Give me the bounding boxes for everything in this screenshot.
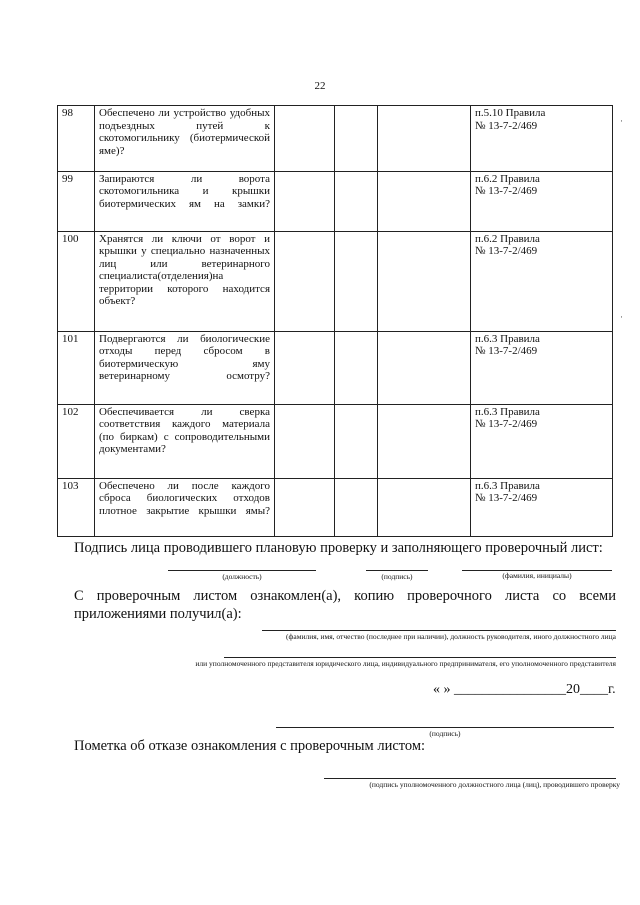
acquaint-signature-line[interactable] <box>276 727 614 728</box>
acquaint-line-2[interactable] <box>224 657 616 658</box>
signature-caption: (подпись) <box>381 572 413 581</box>
row-reference: п.6.3 Правила № 13-7-2/469 <box>471 478 613 536</box>
refusal-caption: (подпись уполномоченного должностного лица (лиц), проводившего проверку <box>369 780 620 789</box>
row-reference: п.6.2 Правила № 13-7-2/469 <box>471 231 613 331</box>
answer-no-cell[interactable] <box>335 404 378 478</box>
answer-yes-cell[interactable] <box>275 171 335 231</box>
row-question: Подвергаются ли биологические отходы перед сбросом в биотермическую яму ветеринарному осмотру? <box>95 331 275 404</box>
position-line[interactable] <box>168 570 316 571</box>
answer-no-cell[interactable] <box>335 331 378 404</box>
table-row <box>58 106 613 172</box>
table-row <box>58 331 613 404</box>
answer-no-cell[interactable] <box>335 171 378 231</box>
answer-yes-cell[interactable] <box>275 331 335 404</box>
row-question: Обеспечивается ли сверка соответствия каждого материала (по биркам) с сопроводительными документами? <box>95 404 275 478</box>
answer-no-cell[interactable] <box>335 231 378 331</box>
table-row <box>58 171 613 231</box>
row-question: Обеспечено ли после каждого сброса биологических отходов плотное закрытие крышки ямы? <box>95 478 275 536</box>
checklist-table <box>57 105 613 537</box>
row-question: Запираются ли ворота скотомогильника и крышки биотермических ям на замки? <box>95 171 275 231</box>
row-number: 101 <box>58 331 95 404</box>
row-number: 103 <box>58 478 95 536</box>
row-number: 98 <box>58 106 95 172</box>
row-number: 102 <box>58 404 95 478</box>
answer-na-cell[interactable] <box>378 106 471 172</box>
margin-mark: · <box>620 116 623 126</box>
answer-na-cell[interactable] <box>378 171 471 231</box>
row-question: Хранятся ли ключи от ворот и крышки у специально назначенных лиц или ветеринарного специалиста(отделения)на территории которого находится объект? <box>95 231 275 331</box>
refusal-title: Пометка об отказе ознакомления с проверочным листом: <box>74 738 426 754</box>
answer-yes-cell[interactable] <box>275 478 335 536</box>
table-row <box>58 404 613 478</box>
refusal-line[interactable] <box>324 778 616 779</box>
signature-line[interactable] <box>366 570 428 571</box>
signature-title: Подпись лица проводившего плановую проверку и заполняющего проверочный лист: <box>74 540 603 556</box>
table-row <box>58 478 613 536</box>
answer-na-cell[interactable] <box>378 331 471 404</box>
date-field[interactable]: « » ________________20____г. <box>433 682 616 697</box>
answer-yes-cell[interactable] <box>275 231 335 331</box>
acquaint-line-1[interactable] <box>262 630 616 631</box>
row-reference: п.6.3 Правила № 13-7-2/469 <box>471 331 613 404</box>
answer-na-cell[interactable] <box>378 478 471 536</box>
answer-no-cell[interactable] <box>335 478 378 536</box>
row-reference: п.6.2 Правила № 13-7-2/469 <box>471 171 613 231</box>
margin-mark: · <box>620 312 623 322</box>
answer-na-cell[interactable] <box>378 404 471 478</box>
table-row <box>58 231 613 331</box>
page-number: 22 <box>314 80 326 92</box>
row-number: 100 <box>58 231 95 331</box>
row-number: 99 <box>58 171 95 231</box>
answer-yes-cell[interactable] <box>275 404 335 478</box>
answer-no-cell[interactable] <box>335 106 378 172</box>
answer-yes-cell[interactable] <box>275 106 335 172</box>
acquaint-signature-caption: (подпись) <box>429 729 461 738</box>
acquaint-caption-1: (фамилия, имя, отчество (последнее при наличии), должность руководителя, иного должностного лица <box>286 632 616 641</box>
answer-na-cell[interactable] <box>378 231 471 331</box>
row-reference: п.5.10 Правила № 13-7-2/469 <box>471 106 613 172</box>
position-caption: (должность) <box>222 572 262 581</box>
row-question: Обеспечено ли устройство удобных подъездных путей к скотомогильнику (биотермической яме)? <box>95 106 275 172</box>
row-reference: п.6.3 Правила № 13-7-2/469 <box>471 404 613 478</box>
acquaint-caption-2: или уполномоченного представителя юридического лица, индивидуального предпринимателя, его уполномоченного представителя <box>195 659 616 668</box>
acquaint-text: С проверочным листом ознакомлен(а), копию проверочного листа со всеми приложениями получил(а): <box>74 588 616 622</box>
name-caption: (фамилия, инициалы) <box>502 571 572 580</box>
